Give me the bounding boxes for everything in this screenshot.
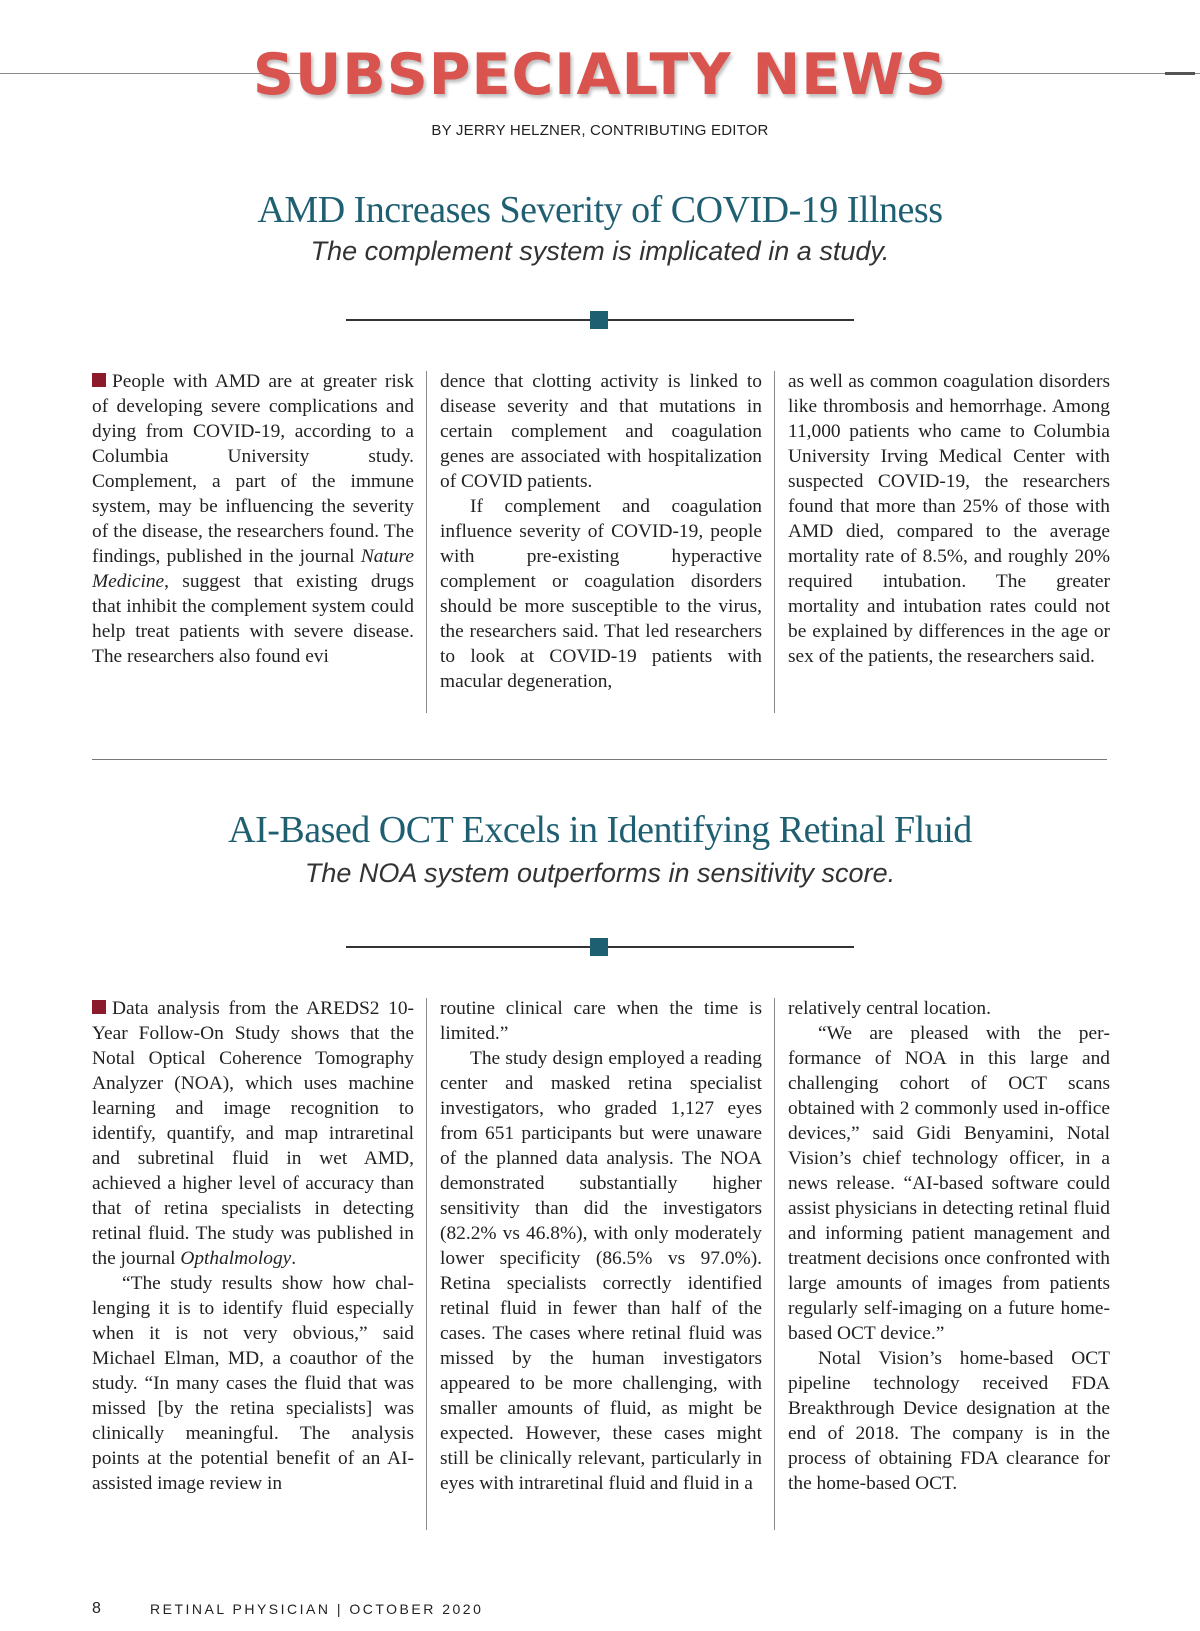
article-1-headline: AMD Increases Severity of COVID-19 Illness xyxy=(257,189,943,231)
article-2-ornament xyxy=(346,937,854,957)
ornament-square-icon xyxy=(590,938,608,956)
article-1-column-1 xyxy=(92,369,414,669)
article-1-col3-para-1: as well as common coagulation disorders like thrombosis and hemorrhage. Among 11,000 patients who came to Columbia University Irving Medical Center with suspected COVID-19, the researchers found that more than 25% of those with AMD died, compared to the average mortality rate of 8.5%, and roughly 20% required intubation. The greater mortality and intubation rates could not be explained by differences in the age or sex of the patients, the researchers said. xyxy=(788,371,1110,667)
article-2-col2-para-1: routine clinical care when the time is limited.” xyxy=(440,998,762,1044)
article-2-column-3 xyxy=(788,996,1110,1496)
journal-name: Nature Medicine xyxy=(92,546,414,592)
article-1-column-3 xyxy=(788,369,1110,669)
column-divider xyxy=(426,998,427,1530)
article-2-column-2 xyxy=(440,996,762,1496)
article-1-col1-text-a: People with AMD are at greater risk of developing severe complications and dying from COVID-19, according to a Columbia University study. Complement, a part of the immune system, may be influencing the severity of the disease, the researchers found. The findings, published in the journal xyxy=(92,371,414,567)
article-2-col1-text-b: . xyxy=(291,1248,297,1269)
bullet-square-icon xyxy=(92,1000,106,1014)
article-1-col2-para-2: If complement and coagulation influence severity of COVID-19, people with pre-existing hyperactive complement or coagulation disorders should be more susceptible to the virus, the researchers said. That led researchers to look at COVID-19 patients with macular degeneration, xyxy=(440,496,762,692)
publication-footer: RETINAL PHYSICIAN | OCTOBER 2020 xyxy=(150,1601,484,1617)
article-1-col1-text-b: , suggest that existing drugs that inhibit the complement system could help treat patients with severe disease. The researchers also found evi xyxy=(92,571,414,667)
journal-name: Opthalmology xyxy=(180,1248,292,1269)
page-number: 8 xyxy=(92,1600,101,1617)
column-divider xyxy=(774,371,775,713)
article-1-column-2 xyxy=(440,369,762,694)
column-divider xyxy=(426,371,427,713)
article-1-ornament xyxy=(346,310,854,330)
article-2-col2-para-2: The study design employed a reading center and masked retina specialist investigators, who graded 1,127 eyes from 651 participants but were unaware of the planned data analysis. The NOA demonstrated substantially higher sensitivity than did the investigators (82.2% vs 46.8%), with only moderately lower specificity (86.5% vs 97.0%). Retina specialists correctly identified retinal fluid in fewer than half of the cases. The cases where retinal fluid was missed by the human investigators appeared to be more challenging, with smaller amounts of fluid, as might be expected. However, these cases might still be clinically relevant, particularly in eyes with intraretinal fluid and fluid in a xyxy=(440,1048,762,1494)
article-1-col2-para-1: dence that clotting activity is linked to disease severity and that mutations in certain complement and coagulation genes are associated with hospitalization of COVID patients. xyxy=(440,371,762,492)
article-2-deck: The NOA system outperforms in sensitivity score. xyxy=(304,858,896,888)
article-2-headline: AI-Based OCT Excels in Identifying Retinal Fluid xyxy=(228,809,972,851)
article-2-col3-para-2: “We are pleased with the performance of NOA in this large and challenging cohort of OCT scans obtained with 2 commonly used in-office devices,” said Gidi Benyamini, Notal Vision’s chief technology officer, in a news release. “AI-based software could assist physicians in detecting retinal fluid and informing patient management and treatment decisions once confronted with large amounts of images from patients regularly self-imaging on a future home-based OCT device.” xyxy=(788,1023,1110,1344)
ornament-square-icon xyxy=(590,311,608,329)
article-2-column-1 xyxy=(92,996,414,1496)
byline: BY JERRY HELZNER, CONTRIBUTING EDITOR xyxy=(431,122,769,139)
article-2-col3-para-1: relatively central location. xyxy=(788,998,991,1019)
article-2-col3-para-3: Notal Vision’s home-based OCT pipeline technology received FDA Breakthrough Device designation at the end of 2018. The company is in the process of obtaining FDA clearance for the home-based OCT. xyxy=(788,1348,1110,1494)
masthead-title: SUBSPECIALTY NEWS xyxy=(252,42,948,108)
article-2-col1-text-a: Data analysis from the AREDS2 10-Year Follow-On Study shows that the Notal Optical Coherence Tomography Analyzer (NOA), which uses machine learning and image recognition to identify, quantify, and map intraretinal and subretinal fluid in wet AMD, achieved a higher level of accuracy than that of retina specialists in detecting retinal fluid. The study was published in the journal xyxy=(92,998,414,1269)
article-2-col1-para-2: “The study results show how challenging it is to identify fluid especially when it is not very obvious,” said Michael Elman, MD, a coauthor of the study. “In many cases the fluid that was missed [by the retina specialists] was clinically meaningful. The analysis points at the potential benefit of an AI-assisted image review in xyxy=(92,1273,414,1494)
bullet-square-icon xyxy=(92,373,106,387)
article-1-deck: The complement system is implicated in a study. xyxy=(310,236,890,266)
section-divider xyxy=(92,759,1107,760)
column-divider xyxy=(774,998,775,1530)
